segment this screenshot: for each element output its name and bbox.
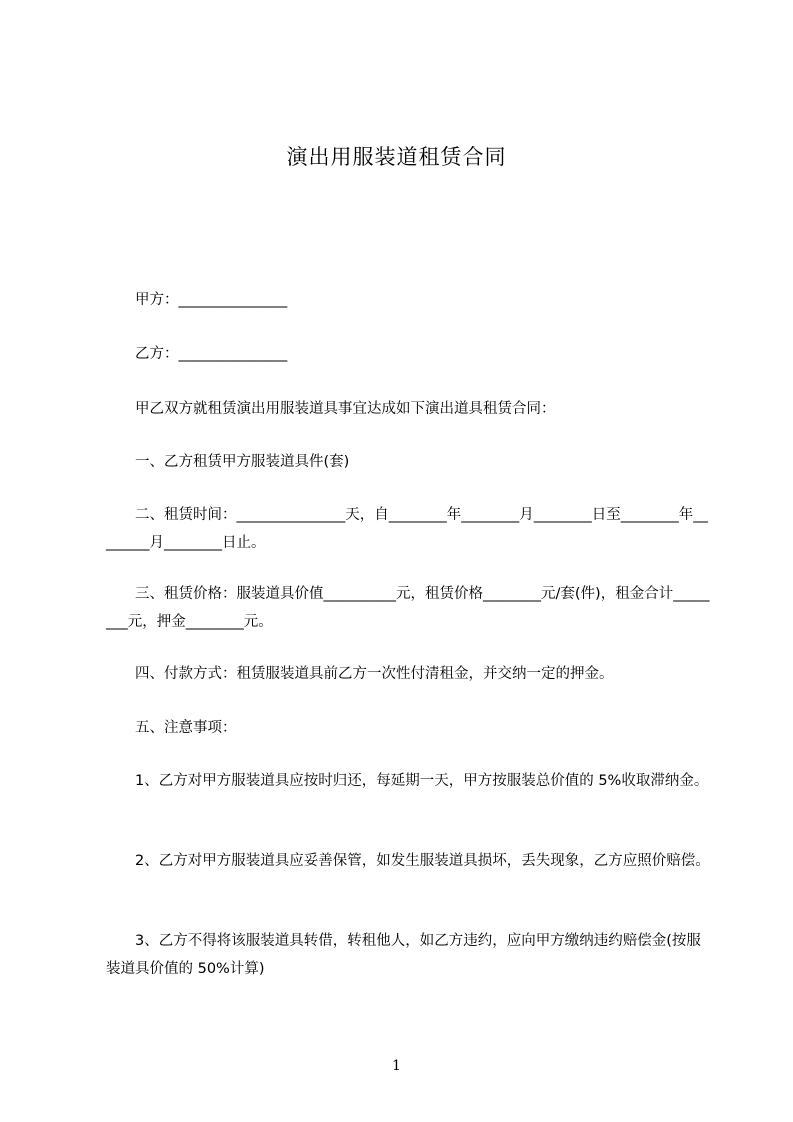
party-a-line: 甲方：_______________ [106,292,288,308]
note-1: 1、乙方对甲方服装道具应按时归还，每延期一天，甲方按服装总价值的 5%收取滞纳金。 [106,773,709,789]
intro-paragraph: 甲乙双方就租赁演出用服装道具事宜达成如下演出道具租赁合同： [106,401,556,417]
clause-1: 一、乙方租赁甲方服装道具件(套) [106,454,350,470]
note-2: 2、乙方对甲方服装道具应妥善保管，如发生服装道具损坏，丢失现象，乙方应照价赔偿。 [106,853,710,869]
page-number: 1 [392,1058,401,1074]
clause-3: 三、租赁价格：服装道具价值__________元，租赁价格________元/套(件)，租金合计________元，押金________元。 [106,586,710,630]
document-title: 演出用服装道租赁合同 [286,145,507,169]
note-3: 3、乙方不得将该服装道具转借，转租他人，如乙方违约，应向甲方缴纳违约赔偿金(按服装道具价值的 50%计算) [106,933,701,977]
clause-4: 四、付款方式：租赁服装道具前乙方一次性付清租金，并交纳一定的押金。 [106,666,614,682]
party-b-line: 乙方：_______________ [106,346,288,362]
clause-5: 五、注意事项： [106,720,237,736]
clause-2: 二、租赁时间：_______________天，自________年________月________日至________年________月________日止。 [106,507,708,551]
